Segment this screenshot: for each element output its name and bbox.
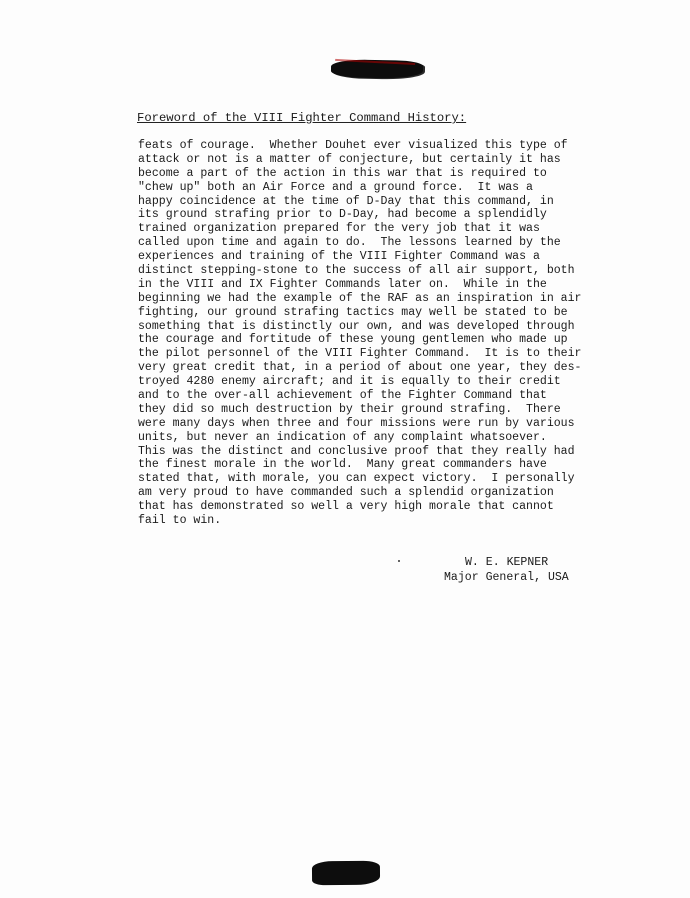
text-line: the pilot personnel of the VIII Fighter Command. It is to their	[138, 347, 582, 361]
text-line: This was the distinct and conclusive proof that they really had	[138, 444, 575, 458]
text-line: very great credit that, in a period of about one year, they des-	[138, 361, 582, 375]
redaction-mark-bottom	[312, 861, 380, 886]
text-line: beginning we had the example of the RAF as an inspiration in air	[138, 291, 582, 305]
text-line: experiences and training of the VIII Fighter Command was a	[138, 250, 540, 264]
signature-block	[444, 555, 569, 585]
text-line: and to the over-all achievement of the Fighter Command that	[138, 389, 547, 403]
signatory-title: Major General, USA	[444, 571, 569, 584]
text-line: called upon time and again to do. The lessons learned by the	[138, 236, 561, 250]
text-line: in the VIII and IX Fighter Commands later on. While in the	[138, 277, 547, 291]
text-line: trained organization prepared for the very job that it was	[138, 222, 540, 236]
text-line: fail to win.	[138, 514, 222, 528]
text-line: something that is distinctly our own, and was developed through	[138, 319, 575, 333]
document-heading: Foreword of the VIII Fighter Command History:	[137, 111, 467, 125]
text-line: become a part of the action in this war that is required to	[138, 166, 547, 180]
text-line: stated that, with morale, you can expect victory. I personally	[138, 472, 575, 486]
text-line: attack or not is a matter of conjecture, but certainly it has	[138, 152, 561, 166]
text-line: distinct stepping-stone to the success of all air support, both	[138, 264, 575, 278]
text-line: its ground strafing prior to D-Day, had become a splendidly	[138, 208, 547, 222]
text-line: am very proud to have commanded such a splendid organization	[138, 486, 554, 500]
text-line: the finest morale in the world. Many great commanders have	[138, 458, 547, 472]
signatory-name: W. E. KEPNER	[465, 556, 549, 569]
text-line: were many days when three and four missions were run by various	[138, 416, 575, 430]
text-line: "chew up" both an Air Force and a ground force. It was a	[138, 180, 533, 194]
text-line: they did so much destruction by their ground strafing. There	[138, 402, 561, 416]
text-line: happy coincidence at the time of D-Day that this command, in	[138, 194, 554, 208]
text-line: feats of courage. Whether Douhet ever visualized this type of	[138, 139, 568, 152]
text-line: that has demonstrated so well a very high morale that cannot	[138, 500, 554, 514]
paper-speck	[398, 560, 400, 562]
text-line: units, but never an indication of any complaint whatsoever.	[138, 430, 547, 444]
redaction-mark-top	[331, 59, 423, 79]
foreword-body	[138, 139, 598, 528]
text-line: fighting, our ground strafing tactics may well be stated to be	[138, 305, 568, 319]
text-line: the courage and fortitude of these young gentlemen who made up	[138, 333, 568, 347]
text-line: troyed 4280 enemy aircraft; and it is equally to their credit	[138, 375, 561, 389]
